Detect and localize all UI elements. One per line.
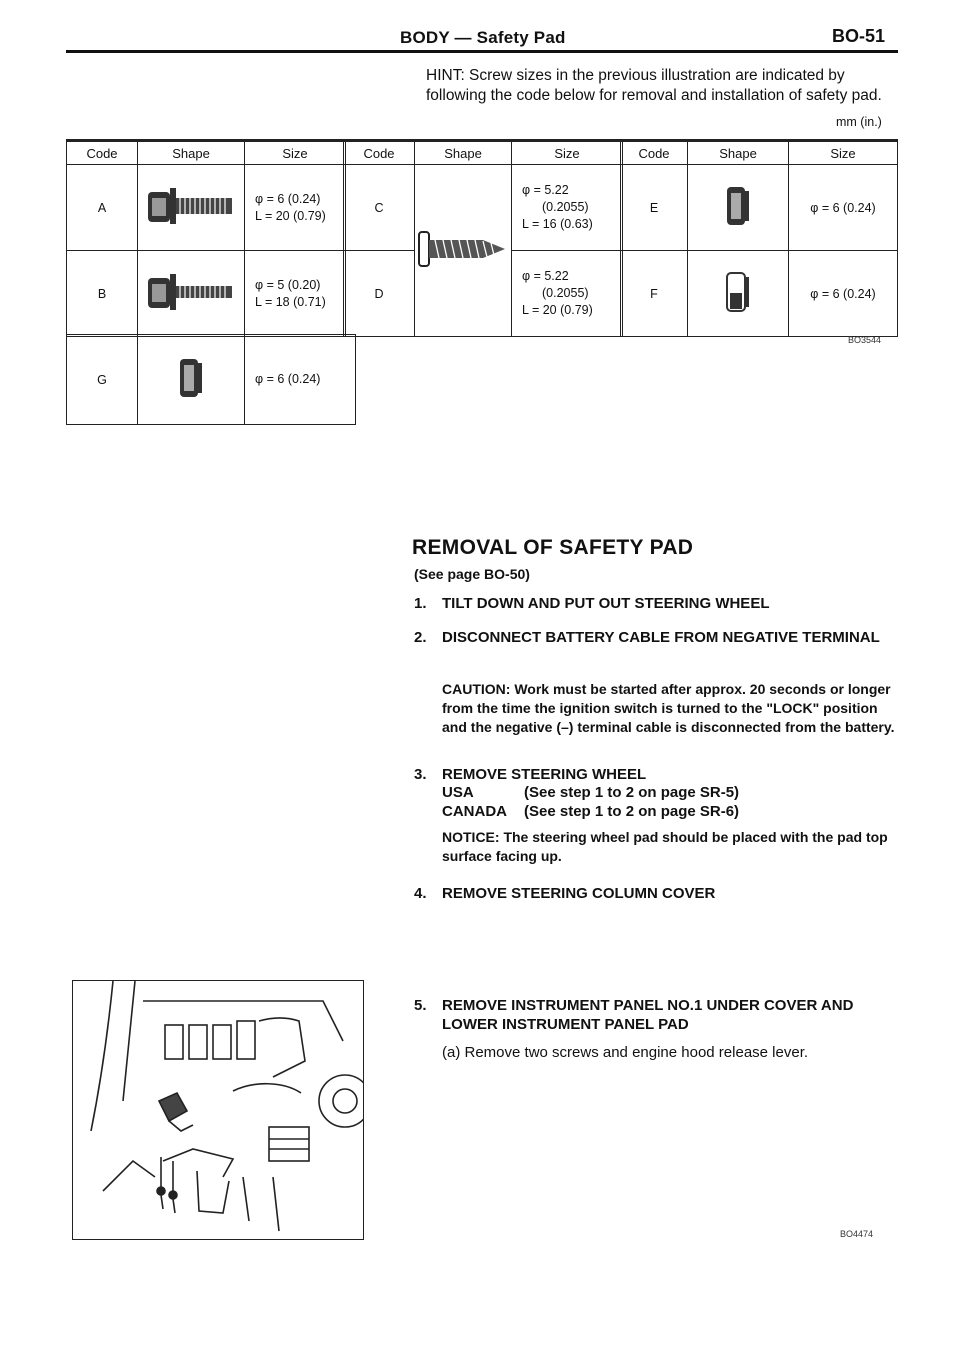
size-cell: φ = 5.22 (0.2055) L = 16 (0.63) — [512, 165, 623, 251]
instrument-panel-illustration — [72, 980, 364, 1240]
step-1: 1. TILT DOWN AND PUT OUT STEERING WHEEL — [414, 595, 770, 612]
canada-reference: CANADA (See step 1 to 2 on page SR-6) — [442, 803, 740, 820]
table-row — [344, 165, 623, 251]
step-3: 3. REMOVE STEERING WHEEL — [414, 766, 647, 783]
screw-table-right — [620, 139, 898, 337]
step-5: 5. REMOVE INSTRUMENT PANEL NO.1 UNDER COVER AND LOWER INSTRUMENT PANEL PAD — [414, 997, 854, 1033]
size-cell: φ = 5.22 (0.2055) L = 20 (0.79) — [512, 251, 623, 337]
flange-bolt-icon — [146, 272, 236, 312]
nut-icon — [725, 185, 751, 227]
shape-cell — [415, 165, 512, 337]
size-cell: φ = 6 (0.24) — [789, 165, 898, 251]
shape-cell — [138, 165, 245, 251]
size-cell: φ = 5 (0.20) L = 18 (0.71) — [245, 251, 346, 337]
screw-table-bottom — [66, 334, 356, 425]
step-4: 4. REMOVE STEERING COLUMN COVER — [414, 885, 716, 902]
nut-icon — [178, 357, 204, 399]
section-title: REMOVAL OF SAFETY PAD — [412, 536, 694, 559]
nut-icon — [725, 271, 751, 313]
col-size-header: Size — [245, 141, 346, 165]
code-cell: D — [344, 251, 415, 337]
code-cell: G — [67, 335, 138, 425]
size-cell: φ = 6 (0.24) L = 20 (0.79) — [245, 165, 346, 251]
col-shape-header: Shape — [688, 141, 789, 165]
col-size-header: Size — [789, 141, 898, 165]
screw-table-middle — [343, 139, 623, 337]
caution-note: CAUTION: Work must be started after approx. 20 seconds or longer from the time the ignition switch is turned to the "LOCK" position and the negative (–) terminal cable is disconnected from the battery. — [442, 681, 895, 735]
section-reference: (See page BO-50) — [414, 566, 530, 582]
code-cell: E — [621, 165, 688, 251]
table-row — [621, 165, 898, 251]
col-size-header: Size — [512, 141, 623, 165]
col-code-header: Code — [344, 141, 415, 165]
instrument-panel-drawing — [73, 981, 363, 1239]
table-row — [67, 335, 356, 425]
size-cell: φ = 6 (0.24) — [245, 335, 356, 425]
col-code-header: Code — [621, 141, 688, 165]
code-cell: A — [67, 165, 138, 251]
figure-code: BO4474 — [840, 1229, 874, 1239]
table-row — [67, 165, 346, 251]
size-cell: φ = 6 (0.24) — [789, 251, 898, 337]
header-rule — [66, 50, 898, 53]
tapping-screw-icon — [417, 228, 509, 270]
col-shape-header: Shape — [415, 141, 512, 165]
shape-cell — [138, 251, 245, 337]
flange-bolt-icon — [146, 186, 236, 226]
page-title: BODY — Safety Pad — [400, 28, 566, 47]
shape-cell — [688, 165, 789, 251]
code-cell: C — [344, 165, 415, 251]
table-row — [621, 251, 898, 337]
shape-cell — [138, 335, 245, 425]
screw-table-left — [66, 139, 346, 337]
step-5a: (a) Remove two screws and engine hood release lever. — [442, 1044, 809, 1061]
shape-cell — [688, 251, 789, 337]
code-cell: B — [67, 251, 138, 337]
unit-label: mm (in.) — [836, 115, 882, 129]
col-shape-header: Shape — [138, 141, 245, 165]
page-number: BO-51 — [832, 26, 886, 46]
hint-text: HINT: Screw sizes in the previous illustration are indicated by following the code below for removal and installation of safety pad. — [426, 67, 882, 104]
col-code-header: Code — [67, 141, 138, 165]
step-2: 2. DISCONNECT BATTERY CABLE FROM NEGATIVE TERMINAL — [414, 629, 880, 646]
table-row — [67, 251, 346, 337]
usa-reference: USA (See step 1 to 2 on page SR-5) — [442, 784, 740, 801]
figure-code: BO3544 — [848, 335, 882, 345]
code-cell: F — [621, 251, 688, 337]
notice-note: NOTICE: The steering wheel pad should be placed with the pad top surface facing up. — [442, 829, 888, 864]
